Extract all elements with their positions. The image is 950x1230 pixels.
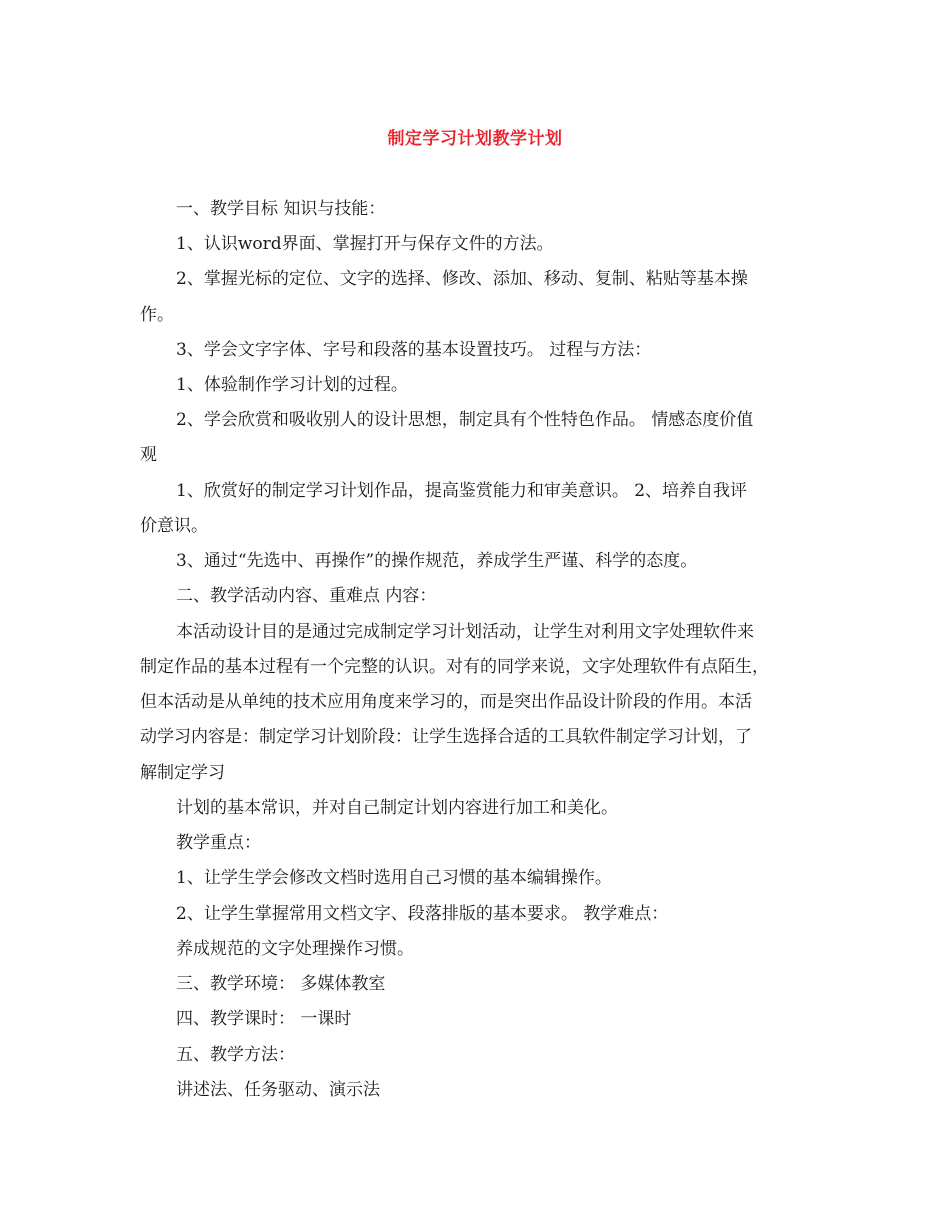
text-line: 一、教学目标 知识与技能： [176,199,386,219]
text-line: 四、教学课时： 一课时 [176,1009,352,1029]
text-line: 计划的基本常识，并对自己制定计划内容进行加工和美化。 [176,798,618,818]
text-line: 3、学会文字字体、字号和段落的基本设置技巧。 过程与方法： [176,340,652,360]
text-line: 价意识。 [140,516,208,536]
text-line: 观 [140,445,157,465]
text-line: 五、教学方法： [176,1045,295,1065]
text-line: 二、教学活动内容、重难点 内容： [176,586,437,606]
text-line: 3、通过“先选中、再操作”的操作规范，养成学生严谨、科学的态度。 [176,551,698,571]
text-line: 三、教学环境： 多媒体教室 [176,974,386,994]
text-line: 2、让学生掌握常用文档文字、段落排版的基本要求。 教学难点： [176,904,669,924]
text-line: 1、让学生学会修改文档时选用自己习惯的基本编辑操作。 [176,868,612,888]
text-line: 解制定学习 [140,763,225,783]
text-line: 1、欣赏好的制定学习计划作品，提高鉴赏能力和审美意识。 2、培养自我评 [176,481,748,501]
text-line: 动学习内容是：制定学习计划阶段：让学生选择合适的工具软件制定学习计划，了 [140,727,752,747]
text-line: 养成规范的文字处理操作习惯。 [176,939,414,959]
text-line: 本活动设计目的是通过完成制定学习计划活动，让学生对利用文字处理软件来 [176,622,754,642]
text-line: 2、学会欣赏和吸收别人的设计思想，制定具有个性特色作品。 情感态度价值 [176,410,754,430]
text-line: 1、体验制作学习计划的过程。 [176,375,408,395]
text-line: 作。 [140,305,174,325]
text-line: 2、掌握光标的定位、文字的选择、修改、添加、移动、复制、粘贴等基本操 [176,269,748,289]
text-line: 1、认识word界面、掌握打开与保存文件的方法。 [176,234,554,254]
text-line: 制定作品的基本过程有一个完整的认识。对有的同学来说，文字处理软件有点陌生， [140,657,769,677]
document-title: 制定学习计划教学计划 [387,129,563,149]
text-line: 教学重点： [176,833,261,853]
text-line: 但本活动是从单纯的技术应用角度来学习的，而是突出作品设计阶段的作用。本活 [140,692,752,712]
text-line: 讲述法、任务驱动、演示法 [176,1080,380,1100]
